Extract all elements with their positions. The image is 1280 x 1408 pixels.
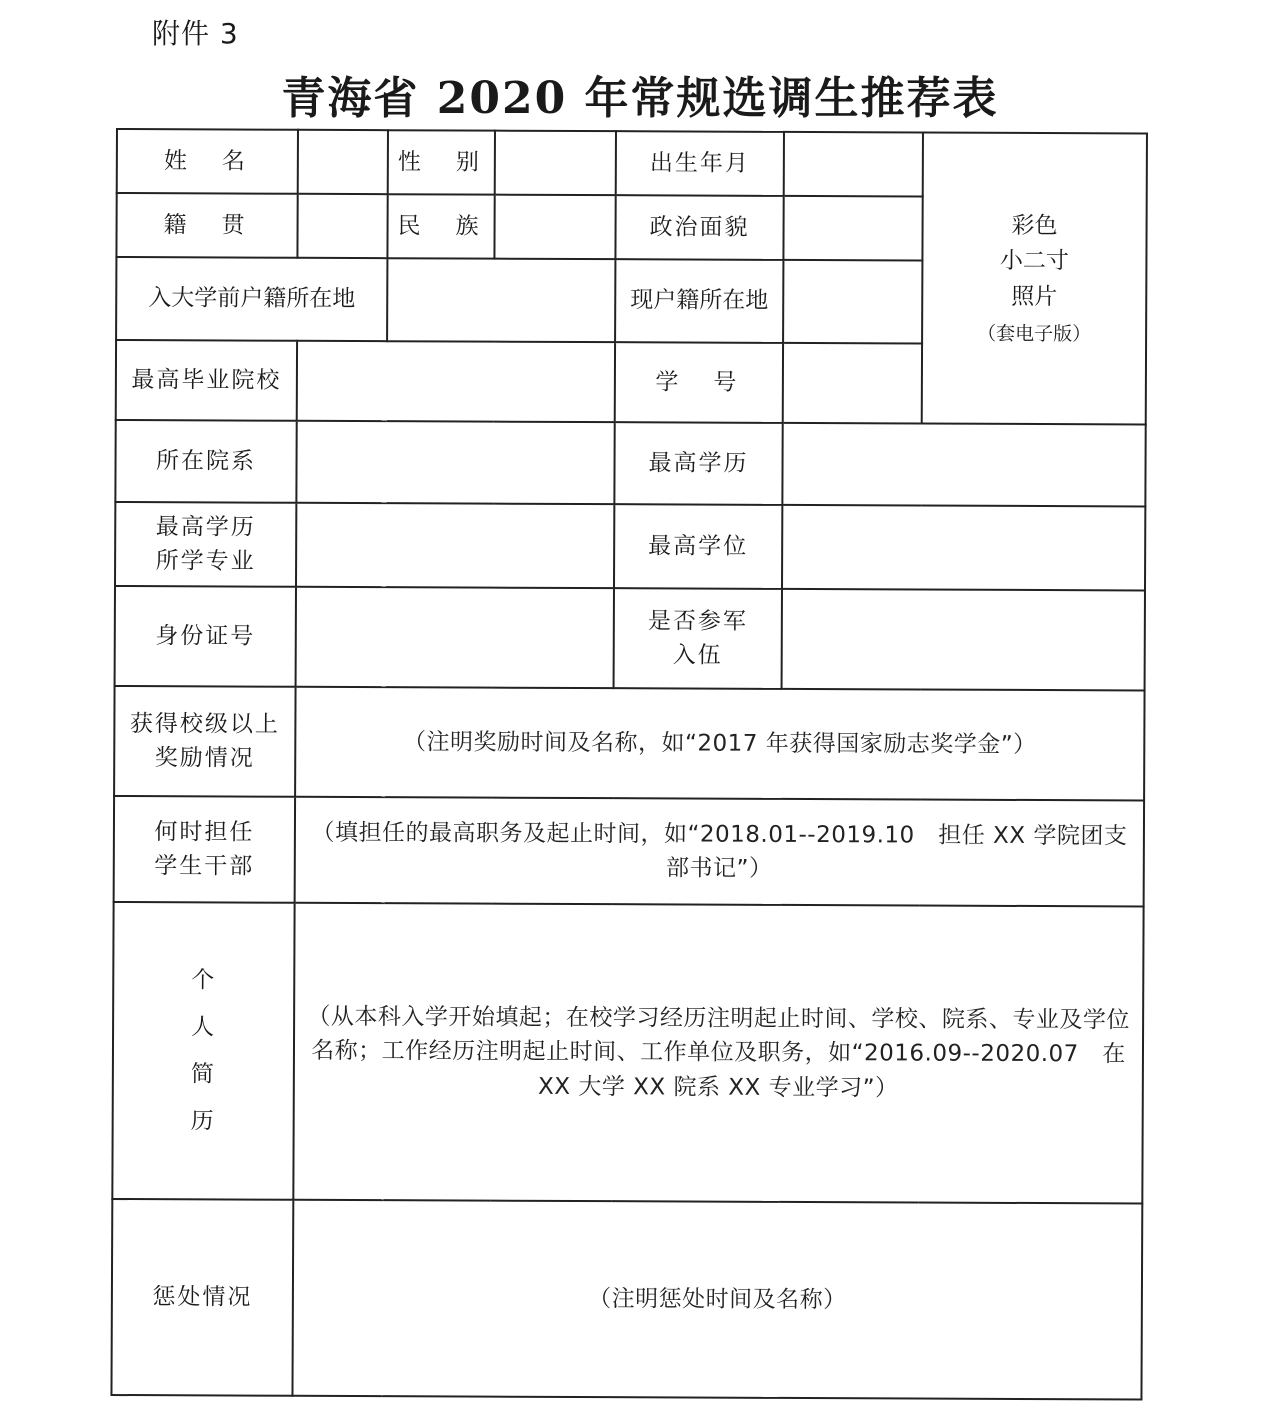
awards-label-line1: 获得校级以上: [129, 710, 280, 738]
awards-field[interactable]: （注明奖励时间及名称，如“2017 年获得国家励志奖学金”）: [295, 687, 1144, 801]
military-service-label: [614, 588, 782, 689]
name-field[interactable]: [298, 130, 388, 194]
pre-college-hukou-field[interactable]: [387, 258, 615, 342]
current-hukou-label: 现户籍所在地: [615, 259, 783, 343]
major-field[interactable]: [296, 503, 614, 588]
photo-note: （套电子版）: [977, 322, 1092, 345]
student-cadre-label: [114, 796, 295, 903]
degree-field[interactable]: [782, 505, 1145, 591]
major-label: [115, 502, 296, 587]
recommendation-form: [110, 128, 1146, 1398]
punishment-label: 惩处情况: [111, 1199, 293, 1396]
cadre-label-line2: 学生干部: [154, 853, 255, 880]
page-title: 青海省 2020 年常规选调生推荐表: [281, 73, 999, 124]
degree-label: 最高学位: [614, 504, 782, 589]
political-status-field[interactable]: [783, 196, 922, 261]
photo-box[interactable]: [922, 133, 1147, 425]
military-service-field[interactable]: [782, 589, 1145, 691]
table-row: [115, 420, 1145, 506]
awards-label-line2: 奖励情况: [154, 745, 255, 772]
table-row: [115, 586, 1145, 690]
school-field[interactable]: [297, 341, 615, 422]
table-row: [115, 502, 1145, 590]
attachment-label: 附件 3: [152, 17, 239, 50]
cadre-label-line1: 何时担任: [154, 818, 255, 846]
table-row: [114, 686, 1144, 800]
resume-char-1: 个: [191, 966, 217, 993]
resume-char-3: 简: [190, 1060, 216, 1087]
native-place-label: 籍 贯: [116, 193, 297, 258]
political-status-label: 政治面貌: [615, 195, 783, 260]
current-hukou-field[interactable]: [783, 260, 922, 344]
form-table: [110, 128, 1148, 1400]
education-label: 最高学历: [614, 422, 782, 505]
major-label-line1: 最高学历: [155, 513, 256, 541]
resume-char-4: 历: [190, 1107, 216, 1134]
ethnicity-field[interactable]: [494, 195, 615, 260]
photo-text-size: 小二寸: [999, 248, 1069, 275]
school-label: 最高毕业院校: [116, 340, 297, 421]
native-place-field[interactable]: [297, 194, 387, 258]
table-row: [111, 1199, 1142, 1399]
education-field[interactable]: [782, 423, 1145, 507]
ethnicity-label: 民 族: [387, 194, 494, 258]
gender-label: 性 别: [388, 130, 495, 194]
birth-field[interactable]: [784, 132, 923, 197]
pre-college-hukou-label: 入大学前户籍所在地: [116, 257, 387, 341]
student-id-label: 学 号: [615, 342, 783, 423]
department-field[interactable]: [296, 421, 614, 504]
id-number-label: 身份证号: [115, 586, 296, 687]
name-label: 姓 名: [117, 129, 298, 194]
table-row: [112, 902, 1143, 1203]
table-row: [117, 129, 1147, 197]
major-label-line2: 所学专业: [155, 548, 256, 575]
punishment-field[interactable]: （注明惩处时间及名称）: [292, 1200, 1142, 1400]
birth-label: 出生年月: [616, 131, 784, 196]
military-label-line1: 是否参军: [647, 607, 748, 635]
resume-char-2: 人: [191, 1013, 217, 1040]
table-row: [114, 796, 1144, 906]
gender-field[interactable]: [495, 131, 616, 196]
resume-label: [112, 902, 294, 1200]
awards-label: [114, 686, 295, 797]
photo-text-photo: 照片: [1011, 283, 1058, 311]
resume-field[interactable]: （从本科入学开始填起；在校学习经历注明起止时间、学校、院系、专业及学位名称；工作经历注明起止时间、工作单位及职务，如“2016.09--2020.07 在 XX 大学 XX 院系 XX 专业学习”）: [293, 903, 1143, 1204]
department-label: 所在院系: [115, 420, 296, 503]
military-label-line2: 入伍: [672, 642, 723, 669]
photo-text-color: 彩色: [1011, 212, 1058, 239]
id-number-field[interactable]: [296, 587, 614, 688]
student-id-field[interactable]: [783, 343, 922, 424]
student-cadre-field[interactable]: （填担任的最高职务及起止时间，如“2018.01--2019.10 担任 XX 学院团支部书记”）: [295, 797, 1144, 907]
